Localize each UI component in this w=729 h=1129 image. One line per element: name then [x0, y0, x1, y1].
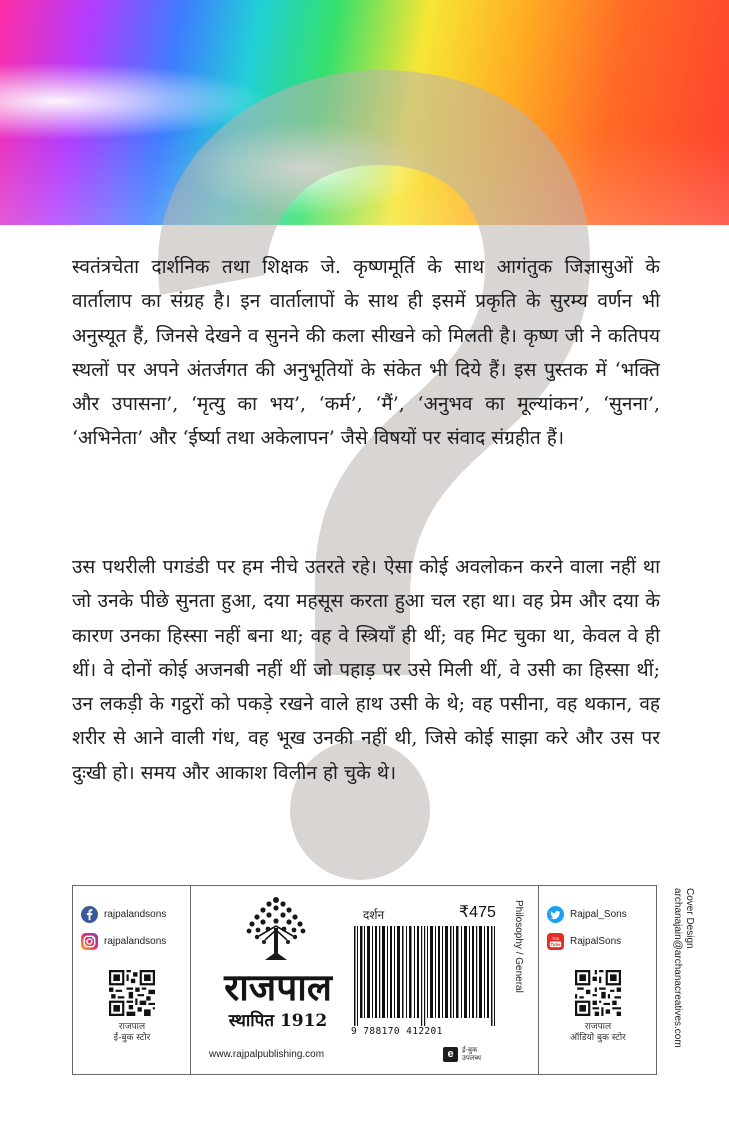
social-left-panel — [73, 886, 191, 1074]
credit-line1: Cover Design — [684, 888, 695, 949]
twitter-handle: Rajpal_Sons — [570, 909, 627, 920]
publisher-name: राजपाल — [224, 965, 332, 1009]
youtube-icon — [547, 933, 564, 950]
excerpt-text: उस पथरीली पगडंडी पर हम नीचे उतरते रहे। ऐसा कोई अवलोकन करने वाला नहीं था जो उनके पीछे सुनता हुआ, दया महसूस करता हुआ चल रहा था। वह प्रेम और दया के कारण उनका हिस्सा नहीं बना था; वह वे स्त्रियाँ ही थीं; वह मिट चुका था, केवल वे ही थीं। वे दोनों कोई अजनबी नहीं थीं जो पहाड़ पर उसे मिली थीं, वे उसी का हिस्सा थीं; उन लकड़ी के गट्ठरों को पकड़े रखने वाले हाथ उसी के थे; वह पसीना, वह थकान, वह शरीर से आने वाली गंध, वह भूख उनकी नहीं थी, जिसे कोई साझा करे और उस पर दुःखी हो। समय और आकाश विलीन हो चुके थे। — [72, 556, 660, 784]
publisher-info-box — [72, 885, 657, 1075]
qr-caption-line2: ऑडियो बुक स्टोर — [570, 1033, 626, 1043]
audiobook-store-qr-code[interactable] — [575, 970, 621, 1016]
qr-caption-line1: राजपाल — [118, 1022, 146, 1032]
question-mark-graphic — [110, 60, 630, 930]
twitter-link[interactable] — [547, 906, 627, 923]
publisher-tree-logo — [243, 894, 309, 962]
facebook-handle: rajpalandsons — [104, 909, 167, 920]
isbn-number: 9 788170 412201 — [351, 1026, 443, 1037]
ebook-store-qr-code[interactable] — [109, 970, 155, 1016]
price-label: ₹475 — [459, 904, 496, 921]
twitter-icon — [547, 906, 564, 923]
instagram-icon — [81, 933, 98, 950]
qr-caption-line1: राजपाल — [584, 1022, 612, 1032]
publisher-established: स्थापित 1912 — [228, 1011, 328, 1031]
publisher-website-link[interactable]: www.rajpalpublishing.com — [209, 1049, 325, 1060]
category-label: Philosophy / General — [513, 900, 524, 993]
svg-text:You: You — [551, 936, 560, 942]
excerpt-paragraph-2 — [72, 550, 660, 790]
ebook-icon: e — [443, 1047, 458, 1062]
facebook-icon — [81, 906, 98, 923]
youtube-handle: RajpalSons — [570, 936, 622, 947]
youtube-link[interactable] — [547, 933, 621, 950]
description-text: स्वतंत्रचेता दार्शनिक तथा शिक्षक जे. कृष्णमूर्ति के साथ आगंतुक जिज्ञासुओं के वार्तालाप का संग्रह है। इन वार्तालापों के साथ ही इसमें प्रकृति के सुरम्य वर्णन भी अनुस्यूत हैं, जिनसे देखने व सुनने की कला सीखने को मिलती है। कृष्ण जी ने कतिपय स्थलों पर अपने अंतर्जगत की अनुभूतियों के संकेत भी दिये हैं। इस पुस्तक में ‘भक्ति और उपासना’, ‘मृत्यु का भय’, ‘कर्म’, ‘मैं’, ‘अनुभव का मूल्यांकन’, ‘सुनना’, ‘अभिनेता’ और ‘ईर्ष्या तथा अकेलापन’ जैसे विषयों पर संवाद संग्रहीत हैं। — [72, 256, 660, 450]
ebook-label-line2: उपलब्ध — [462, 1054, 482, 1062]
isbn-barcode — [352, 926, 497, 1026]
svg-text:Tube: Tube — [550, 941, 561, 947]
audiobook-store-caption — [539, 1022, 657, 1044]
genre-label: दर्शन — [363, 908, 385, 922]
ebook-available-badge — [443, 1046, 481, 1062]
instagram-link[interactable] — [81, 933, 166, 950]
ebook-label-line1: ई-बुक — [462, 1046, 478, 1054]
credit-email: archanajain@archanacreatives.com — [672, 888, 683, 1048]
cover-design-credit — [671, 888, 695, 1078]
description-paragraph-1 — [72, 250, 660, 456]
social-right-panel — [538, 886, 656, 1074]
facebook-link[interactable] — [81, 906, 166, 923]
instagram-handle: rajpalandsons — [104, 936, 167, 947]
qr-caption-line2: ई-बुक स्टोर — [113, 1033, 151, 1043]
ebook-store-caption — [73, 1022, 191, 1044]
